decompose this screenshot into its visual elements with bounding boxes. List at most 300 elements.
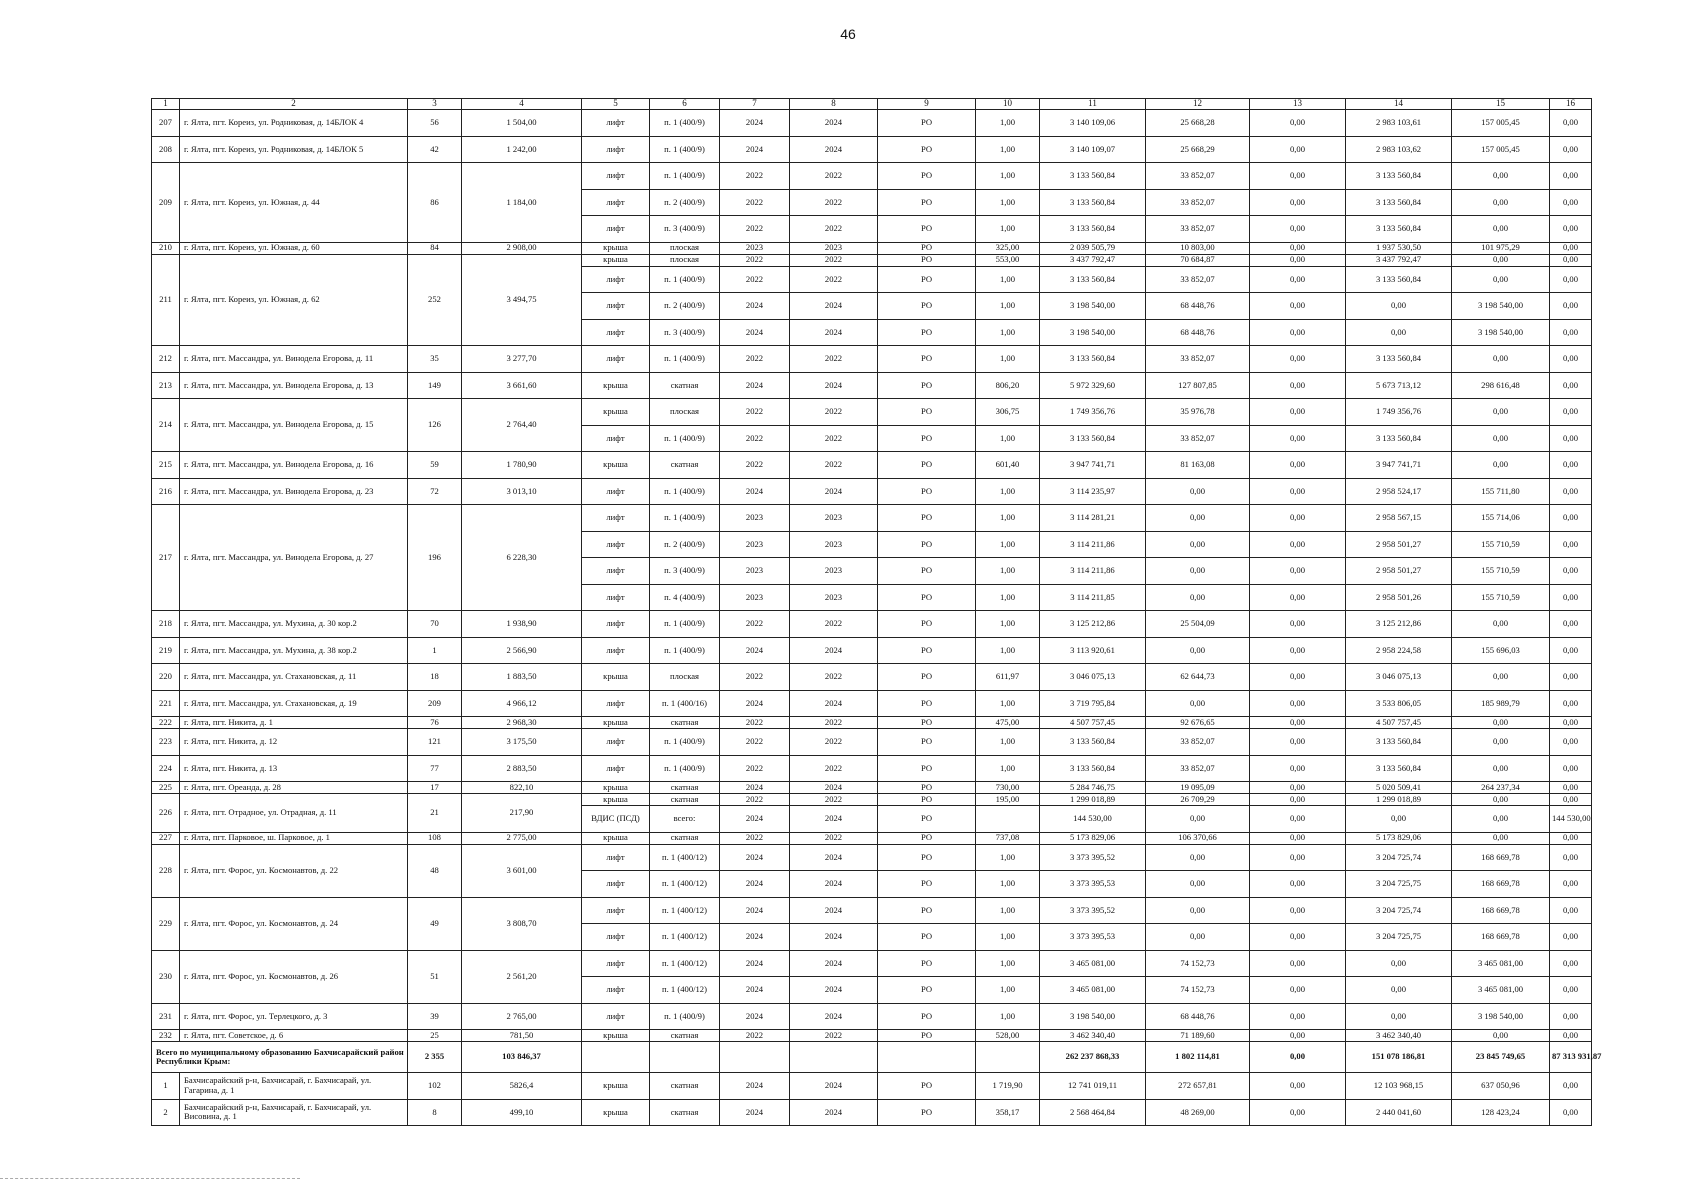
table-cell: скатная bbox=[650, 832, 720, 844]
table-cell: 220 bbox=[152, 664, 180, 691]
table-cell: г. Ялта, пгт. Массандра, ул. Стахановская, д. 19 bbox=[180, 690, 408, 717]
table-cell: 0,00 bbox=[1250, 611, 1346, 638]
table-cell: 2024 bbox=[790, 637, 878, 664]
table-cell: 1 bbox=[408, 637, 462, 664]
table-cell: 4 966,12 bbox=[462, 690, 582, 717]
table-cell: 0,00 bbox=[1250, 136, 1346, 163]
table-row bbox=[152, 452, 1592, 479]
table-row bbox=[152, 242, 1592, 254]
table-cell: крыша bbox=[582, 1099, 650, 1126]
table-cell: 3 462 340,40 bbox=[1346, 1030, 1452, 1042]
table-cell: 0,00 bbox=[1346, 806, 1452, 833]
table-cell: 3 125 212,86 bbox=[1346, 611, 1452, 638]
table-cell: 1,00 bbox=[976, 690, 1040, 717]
table-cell: 2024 bbox=[720, 844, 790, 871]
table-cell: лифт bbox=[582, 729, 650, 756]
table-cell: г. Ялта, пгт. Массандра, ул. Винодела Егорова, д. 11 bbox=[180, 346, 408, 373]
table-cell: г. Ялта, пгт. Ореанда, д. 28 bbox=[180, 782, 408, 794]
table-cell: 0,00 bbox=[1250, 755, 1346, 782]
table-cell: п. 1 (400/9) bbox=[650, 637, 720, 664]
table-cell: 3 661,60 bbox=[462, 372, 582, 399]
table-cell: 499,10 bbox=[462, 1099, 582, 1126]
table-cell: 1 749 356,76 bbox=[1346, 399, 1452, 426]
table-cell: 475,00 bbox=[976, 717, 1040, 729]
table-cell: скатная bbox=[650, 452, 720, 479]
table-cell: 2023 bbox=[790, 242, 878, 254]
table-cell: лифт bbox=[582, 110, 650, 137]
table-cell: 3 114 211,86 bbox=[1040, 531, 1146, 558]
table-cell: 151 078 186,81 bbox=[1346, 1042, 1452, 1073]
table-cell: ВДИС (ПСД) bbox=[582, 806, 650, 833]
table-cell: 155 714,06 bbox=[1452, 505, 1550, 532]
table-cell: 155 710,59 bbox=[1452, 584, 1550, 611]
table-cell: 3 601,00 bbox=[462, 844, 582, 897]
table-cell: РО bbox=[878, 690, 976, 717]
table-cell: п. 1 (400/12) bbox=[650, 950, 720, 977]
table-cell: 155 711,80 bbox=[1452, 478, 1550, 505]
table-row bbox=[152, 399, 1592, 426]
table-cell: 1 883,50 bbox=[462, 664, 582, 691]
table-cell: РО bbox=[878, 1073, 976, 1100]
table-cell: РО bbox=[878, 452, 976, 479]
table-cell: РО bbox=[878, 163, 976, 190]
table-cell: 33 852,07 bbox=[1146, 216, 1250, 243]
table-cell: 0,00 bbox=[1550, 1030, 1592, 1042]
table-cell: 2023 bbox=[790, 505, 878, 532]
table-cell: 1,00 bbox=[976, 844, 1040, 871]
table-cell: 3 808,70 bbox=[462, 897, 582, 950]
table-cell: 0,00 bbox=[1550, 950, 1592, 977]
table-cell: РО bbox=[878, 216, 976, 243]
table-cell: лифт bbox=[582, 319, 650, 346]
table-cell: 102 bbox=[408, 1073, 462, 1100]
table-cell: 0,00 bbox=[1452, 717, 1550, 729]
table-cell: 2024 bbox=[790, 844, 878, 871]
table-cell: п. 2 (400/9) bbox=[650, 531, 720, 558]
table-cell: лифт bbox=[582, 924, 650, 951]
table-cell: лифт bbox=[582, 346, 650, 373]
total-row bbox=[152, 1042, 1592, 1073]
table-cell: 1 749 356,76 bbox=[1040, 399, 1146, 426]
table-cell: 209 bbox=[408, 690, 462, 717]
table-cell: скатная bbox=[650, 1073, 720, 1100]
table-cell: 2024 bbox=[720, 690, 790, 717]
table-cell: 71 189,60 bbox=[1146, 1030, 1250, 1042]
table-cell: 0,00 bbox=[1250, 452, 1346, 479]
table-cell: 23 845 749,65 bbox=[1452, 1042, 1550, 1073]
table-cell: 214 bbox=[152, 399, 180, 452]
table-cell: 3 373 395,53 bbox=[1040, 871, 1146, 898]
table-cell: 0,00 bbox=[1250, 690, 1346, 717]
table-cell: 168 669,78 bbox=[1452, 844, 1550, 871]
table-row bbox=[152, 136, 1592, 163]
table-row bbox=[152, 782, 1592, 794]
table-row bbox=[152, 690, 1592, 717]
table-cell: г. Ялта, пгт. Массандра, ул. Мухина, д. 38 кор.2 bbox=[180, 637, 408, 664]
table-cell: 2 765,00 bbox=[462, 1003, 582, 1030]
table-cell: 2 883,50 bbox=[462, 755, 582, 782]
table-cell: 2023 bbox=[720, 584, 790, 611]
table-cell: 0,00 bbox=[1452, 806, 1550, 833]
table-cell: 68 448,76 bbox=[1146, 319, 1250, 346]
table-cell: 2024 bbox=[720, 950, 790, 977]
table-cell: лифт bbox=[582, 844, 650, 871]
table-row bbox=[152, 637, 1592, 664]
table-cell: 101 975,29 bbox=[1452, 242, 1550, 254]
table-cell: 2024 bbox=[790, 897, 878, 924]
table-cell: 2024 bbox=[790, 782, 878, 794]
table-cell: 1,00 bbox=[976, 136, 1040, 163]
table-cell: РО bbox=[878, 637, 976, 664]
table-cell: 0,00 bbox=[1550, 844, 1592, 871]
table-cell: РО bbox=[878, 242, 976, 254]
table-cell: 306,75 bbox=[976, 399, 1040, 426]
table-cell: 76 bbox=[408, 717, 462, 729]
table-cell: 2022 bbox=[790, 189, 878, 216]
table-cell: 3 133 560,84 bbox=[1346, 266, 1452, 293]
table-cell: 103 846,37 bbox=[462, 1042, 582, 1073]
table-row bbox=[152, 163, 1592, 190]
table-cell: скатная bbox=[650, 717, 720, 729]
table-cell: 168 669,78 bbox=[1452, 871, 1550, 898]
table-cell: 0,00 bbox=[1550, 399, 1592, 426]
table-cell: г. Ялта, пгт. Массандра, ул. Винодела Егорова, д. 16 bbox=[180, 452, 408, 479]
table-cell: п. 1 (400/9) bbox=[650, 266, 720, 293]
table-cell: 3 114 281,21 bbox=[1040, 505, 1146, 532]
table-cell: РО bbox=[878, 319, 976, 346]
column-header: 5 bbox=[582, 99, 650, 110]
table-cell: 144 530,00 bbox=[1040, 806, 1146, 833]
column-header: 15 bbox=[1452, 99, 1550, 110]
table-cell: п. 1 (400/9) bbox=[650, 611, 720, 638]
table-cell: лифт bbox=[582, 478, 650, 505]
table-cell: 2024 bbox=[720, 871, 790, 898]
table-cell: 637 050,96 bbox=[1452, 1073, 1550, 1100]
table-cell: 3 133 560,84 bbox=[1346, 163, 1452, 190]
table-cell: РО bbox=[878, 832, 976, 844]
table-cell: 2022 bbox=[720, 346, 790, 373]
table-cell: 2023 bbox=[790, 558, 878, 585]
table-cell: 2 983 103,62 bbox=[1346, 136, 1452, 163]
table-cell: 215 bbox=[152, 452, 180, 479]
table-row bbox=[152, 478, 1592, 505]
table-cell: 26 709,29 bbox=[1146, 794, 1250, 806]
table-cell: 195,00 bbox=[976, 794, 1040, 806]
table-cell: 3 133 560,84 bbox=[1346, 189, 1452, 216]
table-cell: 2023 bbox=[790, 531, 878, 558]
table-cell: 0,00 bbox=[1550, 216, 1592, 243]
table-cell: крыша bbox=[582, 254, 650, 266]
table-cell: РО bbox=[878, 531, 976, 558]
table-row bbox=[152, 505, 1592, 532]
table-cell: г. Ялта, пгт. Массандра, ул. Винодела Егорова, д. 13 bbox=[180, 372, 408, 399]
table-cell: 0,00 bbox=[1452, 163, 1550, 190]
table-cell: 0,00 bbox=[1452, 664, 1550, 691]
table-cell: 0,00 bbox=[1452, 425, 1550, 452]
table-cell: 0,00 bbox=[1550, 425, 1592, 452]
table-cell: 2022 bbox=[790, 425, 878, 452]
table-cell: 223 bbox=[152, 729, 180, 756]
table-cell: 2022 bbox=[720, 832, 790, 844]
table-cell: 3 465 081,00 bbox=[1452, 950, 1550, 977]
table-cell: 33 852,07 bbox=[1146, 346, 1250, 373]
total-label: Всего по муниципальному образованию Бахчисарайский район Республики Крым: bbox=[152, 1042, 408, 1073]
table-cell: РО bbox=[878, 189, 976, 216]
table-cell: 168 669,78 bbox=[1452, 924, 1550, 951]
table-cell: 216 bbox=[152, 478, 180, 505]
table-cell: 3 533 806,05 bbox=[1346, 690, 1452, 717]
table-cell: 3 175,50 bbox=[462, 729, 582, 756]
table-cell: 3 373 395,52 bbox=[1040, 897, 1146, 924]
table-cell: 2023 bbox=[720, 505, 790, 532]
table-cell: 0,00 bbox=[1250, 1073, 1346, 1100]
table-cell: 3 046 075,13 bbox=[1040, 664, 1146, 691]
table-row bbox=[152, 611, 1592, 638]
table-cell: п. 1 (400/9) bbox=[650, 755, 720, 782]
table-cell: 0,00 bbox=[1452, 346, 1550, 373]
table-cell: 1 938,90 bbox=[462, 611, 582, 638]
table-cell: 1,00 bbox=[976, 505, 1040, 532]
table-cell: 0,00 bbox=[1250, 1003, 1346, 1030]
table-cell: 0,00 bbox=[1452, 755, 1550, 782]
table-cell: 0,00 bbox=[1346, 950, 1452, 977]
table-cell: 2024 bbox=[720, 1099, 790, 1126]
table-cell: 0,00 bbox=[1250, 924, 1346, 951]
table-cell: РО bbox=[878, 372, 976, 399]
scan-edge-line bbox=[0, 1178, 300, 1179]
table-cell: 0,00 bbox=[1146, 558, 1250, 585]
table-cell: 0,00 bbox=[1550, 1003, 1592, 1030]
table-cell: 0,00 bbox=[1250, 346, 1346, 373]
table-cell: РО bbox=[878, 110, 976, 137]
table-cell: 2024 bbox=[720, 782, 790, 794]
table-cell: 213 bbox=[152, 372, 180, 399]
table-cell bbox=[582, 1042, 650, 1073]
table-cell: 2022 bbox=[720, 216, 790, 243]
table-cell: 737,08 bbox=[976, 832, 1040, 844]
column-header: 3 bbox=[408, 99, 462, 110]
table-cell: лифт bbox=[582, 871, 650, 898]
column-header: 2 bbox=[180, 99, 408, 110]
table-cell: 3 465 081,00 bbox=[1452, 977, 1550, 1004]
table-cell: 0,00 bbox=[1250, 1099, 1346, 1126]
table-cell: 0,00 bbox=[1346, 319, 1452, 346]
table-cell: 25 668,28 bbox=[1146, 110, 1250, 137]
table-cell: РО bbox=[878, 254, 976, 266]
table-cell bbox=[878, 1042, 976, 1073]
table-cell: 781,50 bbox=[462, 1030, 582, 1042]
table-cell: 230 bbox=[152, 950, 180, 1003]
table-cell: 3 114 235,97 bbox=[1040, 478, 1146, 505]
table-cell: г. Ялта, пгт. Кореиз, ул. Южная, д. 44 bbox=[180, 163, 408, 243]
table-cell: 252 bbox=[408, 254, 462, 346]
table-cell: крыша bbox=[582, 452, 650, 479]
table-cell: 2024 bbox=[790, 136, 878, 163]
table-cell: лифт bbox=[582, 637, 650, 664]
table-cell: 2022 bbox=[720, 729, 790, 756]
table-cell: 49 bbox=[408, 897, 462, 950]
table-cell: 0,00 bbox=[1250, 558, 1346, 585]
table-row bbox=[152, 832, 1592, 844]
table-row bbox=[152, 729, 1592, 756]
table-cell: Бахчисарайский р-н, Бахчисарай, г. Бахчисарай, ул. Гагарина, д. 1 bbox=[180, 1073, 408, 1100]
table-cell: 0,00 bbox=[1250, 950, 1346, 977]
table-cell: 2024 bbox=[720, 319, 790, 346]
table-cell: Бахчисарайский р-н, Бахчисарай, г. Бахчисарай, ул. Висовина, д. 1 bbox=[180, 1099, 408, 1126]
table-cell: 2022 bbox=[790, 1030, 878, 1042]
table-cell: 228 bbox=[152, 844, 180, 897]
table-cell: 2 039 505,79 bbox=[1040, 242, 1146, 254]
table-cell: 0,00 bbox=[1250, 871, 1346, 898]
table-cell: 33 852,07 bbox=[1146, 266, 1250, 293]
table-cell: 3 465 081,00 bbox=[1040, 977, 1146, 1004]
table-cell: 3 114 211,86 bbox=[1040, 558, 1146, 585]
table-cell: РО bbox=[878, 136, 976, 163]
table-cell: 0,00 bbox=[1452, 254, 1550, 266]
table-cell: 5 020 509,41 bbox=[1346, 782, 1452, 794]
table-cell: 3 198 540,00 bbox=[1040, 1003, 1146, 1030]
table-cell: 0,00 bbox=[1452, 189, 1550, 216]
table-cell: 0,00 bbox=[1550, 871, 1592, 898]
table-cell: лифт bbox=[582, 1003, 650, 1030]
table-cell: 0,00 bbox=[1550, 977, 1592, 1004]
table-row bbox=[152, 1030, 1592, 1042]
table-cell: 2024 bbox=[790, 924, 878, 951]
table-cell: 2023 bbox=[790, 584, 878, 611]
table-cell: п. 1 (400/9) bbox=[650, 425, 720, 452]
table-cell: 0,00 bbox=[1250, 1042, 1346, 1073]
table-cell: 5 284 746,75 bbox=[1040, 782, 1146, 794]
table-cell: п. 1 (400/9) bbox=[650, 163, 720, 190]
table-cell: 33 852,07 bbox=[1146, 755, 1250, 782]
table-cell: 2024 bbox=[790, 690, 878, 717]
table-cell: п. 1 (400/12) bbox=[650, 924, 720, 951]
table-cell: 3 140 109,07 bbox=[1040, 136, 1146, 163]
table-cell: 3 198 540,00 bbox=[1452, 293, 1550, 320]
table-cell: 127 807,85 bbox=[1146, 372, 1250, 399]
column-header: 7 bbox=[720, 99, 790, 110]
table-cell: 1 299 018,89 bbox=[1040, 794, 1146, 806]
table-cell bbox=[650, 1042, 720, 1073]
table-cell: 2024 bbox=[720, 1003, 790, 1030]
table-cell: 0,00 bbox=[1250, 505, 1346, 532]
table-cell: лифт bbox=[582, 136, 650, 163]
table-cell: 33 852,07 bbox=[1146, 163, 1250, 190]
table-cell: 10 803,00 bbox=[1146, 242, 1250, 254]
table-cell: 0,00 bbox=[1250, 637, 1346, 664]
table-cell: 0,00 bbox=[1250, 531, 1346, 558]
table-cell: РО bbox=[878, 924, 976, 951]
table-cell: 2 355 bbox=[408, 1042, 462, 1073]
table-cell: 1,00 bbox=[976, 531, 1040, 558]
table-cell: 2 968,30 bbox=[462, 717, 582, 729]
table-cell: 0,00 bbox=[1250, 242, 1346, 254]
table-cell: 0,00 bbox=[1550, 755, 1592, 782]
table-cell: скатная bbox=[650, 782, 720, 794]
table-cell: 2024 bbox=[720, 110, 790, 137]
table-cell: всего: bbox=[650, 806, 720, 833]
table-cell: 730,00 bbox=[976, 782, 1040, 794]
table-cell: 18 bbox=[408, 664, 462, 691]
table-cell: 2024 bbox=[790, 293, 878, 320]
table-cell: 2022 bbox=[790, 794, 878, 806]
table-cell: 0,00 bbox=[1250, 729, 1346, 756]
table-cell: 2 958 524,17 bbox=[1346, 478, 1452, 505]
table-cell: 0,00 bbox=[1250, 1030, 1346, 1042]
table-cell bbox=[976, 806, 1040, 833]
column-header: 9 bbox=[878, 99, 976, 110]
table-cell: 1,00 bbox=[976, 729, 1040, 756]
table-cell: лифт bbox=[582, 425, 650, 452]
table-cell: 806,20 bbox=[976, 372, 1040, 399]
table-cell: п. 2 (400/9) bbox=[650, 189, 720, 216]
table-cell bbox=[720, 1042, 790, 1073]
table-cell: РО bbox=[878, 729, 976, 756]
table-cell: 212 bbox=[152, 346, 180, 373]
table-cell: 358,17 bbox=[976, 1099, 1040, 1126]
table-cell: г. Ялта, пгт. Никита, д. 13 bbox=[180, 755, 408, 782]
table-cell: 3 719 795,84 bbox=[1040, 690, 1146, 717]
table-cell: 1 504,00 bbox=[462, 110, 582, 137]
table-cell: 3 113 920,61 bbox=[1040, 637, 1146, 664]
table-cell: 2 775,00 bbox=[462, 832, 582, 844]
table-cell: 155 696,03 bbox=[1452, 637, 1550, 664]
table-cell: 2024 bbox=[720, 637, 790, 664]
capital-repair-table bbox=[151, 98, 1602, 1126]
column-header: 13 bbox=[1250, 99, 1346, 110]
column-header: 1 bbox=[152, 99, 180, 110]
table-cell: РО bbox=[878, 717, 976, 729]
table-cell: 74 152,73 bbox=[1146, 977, 1250, 1004]
table-cell: 3 133 560,84 bbox=[1346, 729, 1452, 756]
table-cell: 2 764,40 bbox=[462, 399, 582, 452]
page-number: 46 bbox=[840, 26, 856, 42]
table-cell: крыша bbox=[582, 242, 650, 254]
table-cell: 1,00 bbox=[976, 189, 1040, 216]
column-header: 8 bbox=[790, 99, 878, 110]
table-cell: крыша bbox=[582, 399, 650, 426]
table-cell: г. Ялта, пгт. Форос, ул. Космонавтов, д. 24 bbox=[180, 897, 408, 950]
table-cell: РО bbox=[878, 478, 976, 505]
table-cell: РО bbox=[878, 505, 976, 532]
table-cell: 121 bbox=[408, 729, 462, 756]
table-cell: 528,00 bbox=[976, 1030, 1040, 1042]
table-cell: 0,00 bbox=[1250, 977, 1346, 1004]
table-cell: лифт bbox=[582, 216, 650, 243]
table-cell: 2022 bbox=[790, 755, 878, 782]
table-cell: 0,00 bbox=[1146, 806, 1250, 833]
table-cell: п. 1 (400/12) bbox=[650, 871, 720, 898]
table-cell: плоская bbox=[650, 399, 720, 426]
table-cell: лифт bbox=[582, 755, 650, 782]
column-header: 14 bbox=[1346, 99, 1452, 110]
table-cell: 2 958 567,15 bbox=[1346, 505, 1452, 532]
table-cell: 2024 bbox=[720, 1073, 790, 1100]
table-cell: лифт bbox=[582, 950, 650, 977]
table-cell: 157 005,45 bbox=[1452, 110, 1550, 137]
table-cell: лифт bbox=[582, 690, 650, 717]
table-cell: лифт bbox=[582, 531, 650, 558]
table-cell: 12 103 968,15 bbox=[1346, 1073, 1452, 1100]
table-cell: 2024 bbox=[720, 372, 790, 399]
table-cell: 33 852,07 bbox=[1146, 425, 1250, 452]
table-cell: лифт bbox=[582, 293, 650, 320]
table-cell: РО bbox=[878, 806, 976, 833]
table-cell: крыша bbox=[582, 794, 650, 806]
table-cell: 0,00 bbox=[1550, 452, 1592, 479]
table-cell: г. Ялта, пгт. Массандра, ул. Винодела Егорова, д. 23 bbox=[180, 478, 408, 505]
table-cell: 196 bbox=[408, 505, 462, 611]
